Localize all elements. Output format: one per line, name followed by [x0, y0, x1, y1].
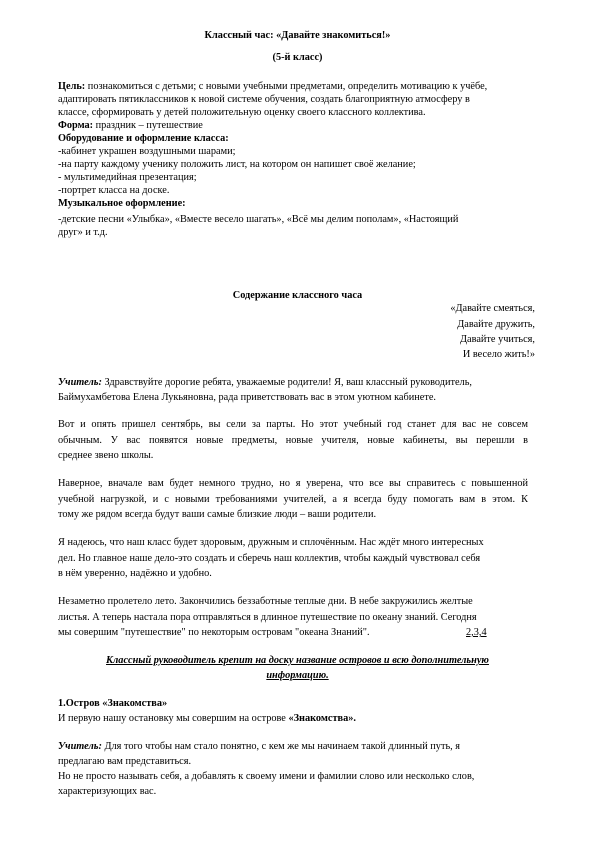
epigraph-line: И весело жить!»	[462, 349, 535, 360]
teacher-intro-line-2: предлагаю вам представиться.	[58, 756, 192, 767]
paragraph-line: Наверное, вначале вам будет немного трудно, но я уверена, что все вы справитесь с повышенной	[58, 478, 528, 489]
equipment-item: -на парту каждому ученику положить лист, на котором он напишет своё желание;	[58, 159, 416, 170]
paragraph-line: листья. А теперь настала пора отправляться в длинное путешествие по океану знаний. Сегодня	[58, 612, 477, 623]
instruction-line-1: Классный руководитель крепит на доску название островов и всю дополнительную	[106, 655, 489, 666]
paragraph-line: обычным. У вас появятся новые предметы, новые учителя, новые кабинеты, вы перешли в	[58, 435, 528, 446]
content-heading: Содержание классного часа	[232, 290, 363, 301]
teacher-label: Учитель:	[58, 741, 102, 752]
goal-line-3: классе, сформировать у детей положительную оценку своего классного коллектива.	[58, 107, 426, 118]
teacher-intro-line-3: Но не просто называть себя, а добавлять к своему имени и фамилии слово или несколько слов,	[58, 771, 475, 782]
equipment-heading: Оборудование и оформление класса:	[58, 133, 229, 144]
paragraph-line: Я надеюсь, что наш класс будет здоровым, дружным и сплочённым. Нас ждёт много интересных	[58, 537, 484, 548]
paragraph-line: учебной нагрузкой, и с новыми требованиями учителей, а я всегда буду помогать вам в этом. К	[58, 494, 528, 505]
epigraph-line: «Давайте смеяться,	[450, 303, 535, 314]
form-label: Форма:	[58, 120, 94, 131]
paragraph-line: среднее звено школы.	[58, 450, 154, 461]
epigraph-line: Давайте учиться,	[460, 334, 535, 345]
equipment-item: - мультимедийная презентация;	[58, 172, 197, 183]
paragraph-line: мы совершим "путешествие" по некоторым островам "океана Знаний".	[58, 627, 370, 638]
form-line: Форма: праздник – путешествие	[58, 120, 203, 131]
goal-line-1: Цель: познакомиться с детьми; с новыми учебными предметами, определить мотивацию к учёбе,	[58, 81, 488, 92]
paragraph-line: дел. Но главное наше дело-это создать и сберечь наш коллектив, чтобы каждый чувствовал себя	[58, 553, 481, 564]
goal-label: Цель:	[58, 81, 86, 92]
equipment-item: -кабинет украшен воздушными шарами;	[58, 146, 236, 157]
teacher-intro-line-4: характеризующих вас.	[58, 786, 157, 797]
island-1-name: «Знакомства».	[288, 713, 356, 724]
paragraph-line: в нём уверенно, надёжно и удобно.	[58, 568, 212, 579]
island-1-title: 1.Остров «Знакомства»	[58, 698, 168, 709]
paragraph-line: Вот и опять пришел сентябрь, вы сели за парты. Но этот учебный год станет для вас не совсем	[58, 419, 528, 430]
music-line-2: друг» и т.д.	[58, 227, 108, 238]
document-title: Классный час: «Давайте знакомиться!»	[204, 30, 391, 41]
grade-subtitle: (5-й класс)	[272, 52, 323, 63]
teacher-intro-line-1: Учитель: Для того чтобы нам стало понятно, с кем же мы начинаем такой длинный путь, я	[58, 741, 461, 752]
paragraph-line: Незаметно пролетело лето. Закончились беззаботные теплые дни. В небе закружились желтые	[58, 596, 473, 607]
equipment-item: -портрет класса на доске.	[58, 185, 170, 196]
teacher-greeting-line-2: Баймухамбетова Елена Лукьяновна, рада приветствовать вас в этом уютном кабинете.	[58, 392, 436, 403]
epigraph-line: Давайте дружить,	[457, 319, 535, 330]
paragraph-line: тому же рядом всегда будут ваши самые близкие люди – ваши родители.	[58, 509, 377, 520]
music-line-1: -детские песни «Улыбка», «Вместе весело шагать», «Всё мы делим пополам», «Настоящий	[58, 214, 459, 225]
island-1-text: И первую нашу остановку мы совершим на острове «Знакомства».	[58, 713, 356, 724]
instruction-line-2: информацию.	[266, 670, 329, 681]
slides-reference: 2,3,4	[466, 627, 487, 638]
goal-line-2: адаптировать пятиклассников к новой системе обучения, создать благоприятную атмосферу в	[58, 94, 470, 105]
teacher-greeting-line-1: Учитель: Здравствуйте дорогие ребята, уважаемые родители! Я, ваш классный руководитель,	[58, 377, 472, 388]
music-heading: Музыкальное оформление:	[58, 198, 186, 209]
teacher-label: Учитель:	[58, 377, 102, 388]
